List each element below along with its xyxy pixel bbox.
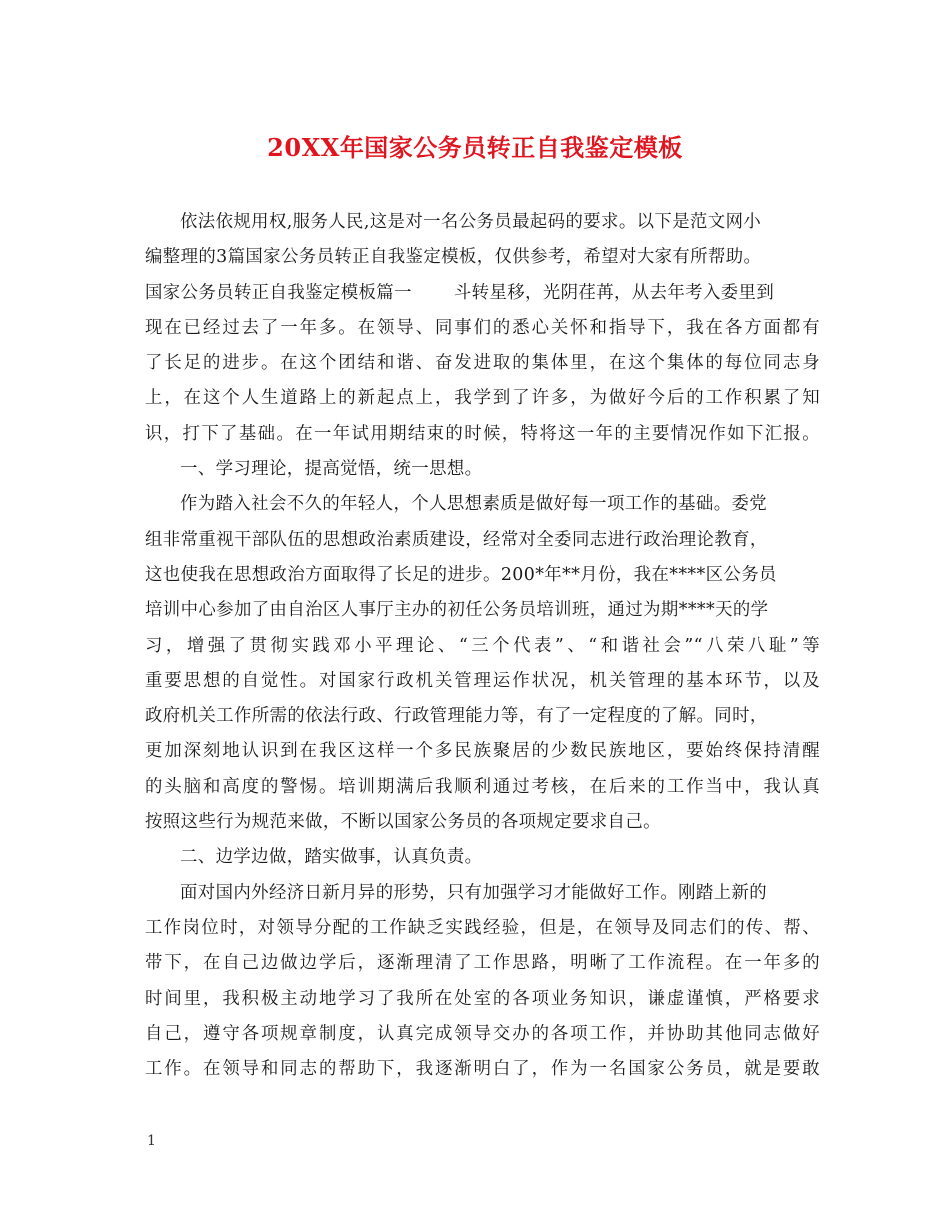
- text-line: 更加深刻地认识到在我区这样一个多民族聚居的少数民族地区，要始终保持清醒: [145, 741, 820, 762]
- document-body: [145, 205, 820, 1087]
- text-line: 工作岗位时，对领导分配的工作缺乏实践经验，但是，在领导及同志们的传、帮、: [145, 917, 820, 938]
- text-line: 上，在这个人生道路上的新起点上，我学到了许多，为做好今后的工作积累了知: [145, 388, 820, 409]
- text-line: 自己，遵守各项规章制度，认真完成领导交办的各项工作，并协助其他同志做好: [145, 1023, 820, 1044]
- text-line: 这也使我在思想政治方面取得了长足的进步。200*年**月份，我在****区公务员: [145, 564, 777, 585]
- text-line: 政府机关工作所需的依法行政、行政管理能力等，有了一定程度的了解。同时，: [145, 706, 768, 727]
- text-line: 培训中心参加了由自治区人事厅主办的初任公务员培训班，通过为期****天的学: [145, 600, 769, 621]
- text-line: 依法依规用权,服务人民,这是对一名公务员最起码的要求。以下是范文网小: [180, 212, 762, 232]
- document-title: 20XX年国家公务员转正自我鉴定模板: [267, 133, 683, 162]
- text-line: 面对国内外经济日新月异的形势，只有加强学习才能做好工作。刚踏上新的: [180, 882, 768, 903]
- text-line: 组非常重视干部队伍的思想政治素质建设，经常对全委同志进行政治理论教育，: [145, 529, 768, 550]
- text-line: 编整理的3篇国家公务员转正自我鉴定模板，仅供参考，希望对大家有所帮助。: [145, 247, 762, 268]
- page-number: 1: [147, 1133, 156, 1149]
- text-line: 习，增强了贯彻实践邓小平理论、“三个代表”、“和谐社会”“八荣八耻”等: [145, 635, 820, 656]
- text-fragment: 斗转星移，光阴荏苒，从去年考入委里到: [453, 282, 775, 303]
- text-line: 的头脑和高度的警惕。培训期满后我顺利通过考核，在后来的工作当中，我认真: [145, 776, 820, 797]
- section-heading: 二、边学边做，踏实做事，认真负责。: [180, 847, 483, 868]
- section-heading: 一、学习理论，提高觉悟，统一思想。: [180, 459, 483, 480]
- text-line: 带下，在自己边做边学后，逐渐理清了工作思路，明晰了工作流程。在一年多的: [145, 953, 820, 974]
- text-line: 重要思想的自觉性。对国家行政机关管理运作状况，机关管理的基本环节，以及: [145, 670, 820, 691]
- text-line: 工作。在领导和同志的帮助下，我逐渐明白了，作为一名国家公务员，就是要敢: [145, 1059, 820, 1080]
- section-heading-text: 国家公务员转正自我鉴定模板篇一: [145, 282, 412, 303]
- text-line: 现在已经过去了一年多。在领导、同事们的悉心关怀和指导下，我在各方面都有: [145, 317, 820, 338]
- text-line: 按照这些行为规范来做，不断以国家公务员的各项规定要求自己。: [145, 812, 661, 833]
- text-line: 作为踏入社会不久的年轻人，个人思想素质是做好每一项工作的基础。委党: [180, 494, 768, 515]
- text-line: 识，打下了基础。在一年试用期结束的时候，特将这一年的主要情况作如下汇报。: [145, 423, 820, 444]
- text-line: 时间里，我积极主动地学习了我所在处室的各项业务知识，谦虚谨慎，严格要求: [145, 988, 820, 1009]
- text-line: [145, 276, 820, 311]
- text-line: 了长足的进步。在这个团结和谐、奋发进取的集体里，在这个集体的每位同志身: [145, 353, 820, 374]
